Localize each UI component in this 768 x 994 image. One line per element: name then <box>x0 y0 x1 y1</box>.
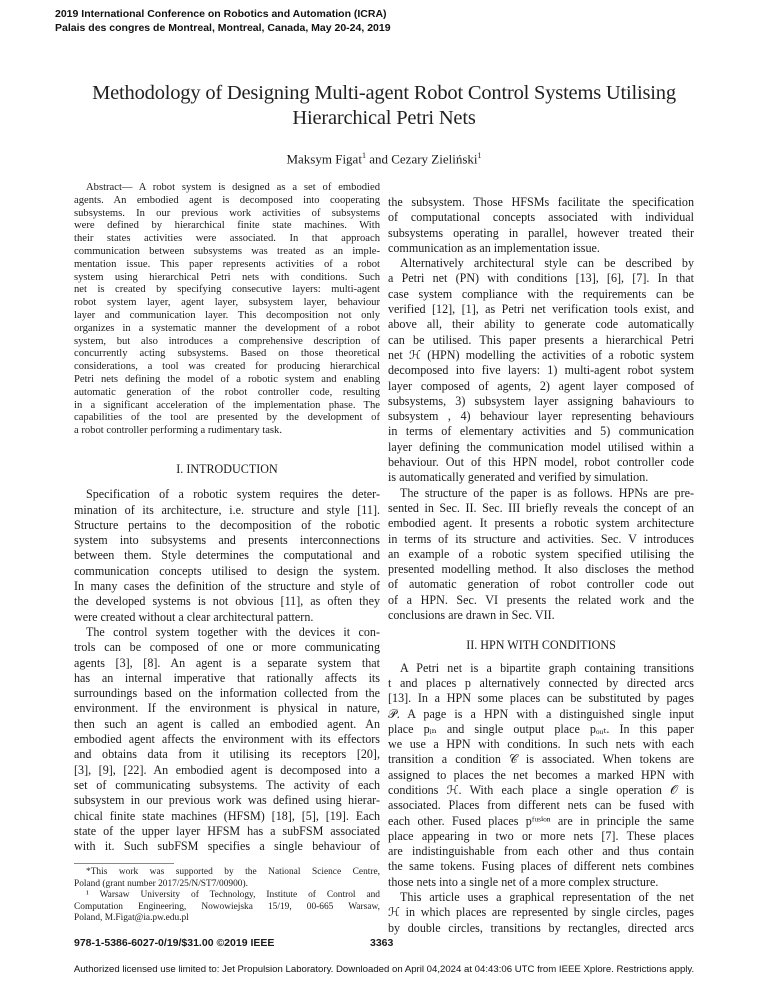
text-line: those nets into a single net of a more complex structure. <box>388 874 659 889</box>
text-line: surroundings based on the information collected from the <box>74 686 380 701</box>
section-introduction <box>74 462 380 854</box>
right-column <box>388 195 694 936</box>
text-line: between them. Style determines the computational and <box>74 548 380 563</box>
conference-header: 2019 International Conference on Robotics and Automation (ICRA) <box>55 8 387 20</box>
text-line: chical finite state machines (HFSM) [18], [5], [19]. Each <box>74 808 380 823</box>
footnotes <box>74 867 380 925</box>
license-notice: Authorized licensed use limited to: Jet Propulsion Laboratory. Downloaded on April 04,2024 at 04:43:06 UTC from IEEE Xplore. Restrictions apply. <box>73 964 695 975</box>
text-line: net ℋ (HPN) modelling the activities of a robotic system <box>388 347 694 362</box>
text-line: subsystem in our previous work was defined using hierar- <box>74 793 380 808</box>
text-line: sented in Sec. II. Sec. III briefly reveals the concept of an <box>388 500 694 515</box>
text-line: communication concepts utilised to design the system. <box>74 563 380 578</box>
text-line: were defined by hierarchical finite state machines. With <box>74 220 380 232</box>
text-line: embodied agent. It presents a robotic system architecture <box>388 516 694 531</box>
text-line: above all, their ability to generate code automatically <box>388 317 694 332</box>
author-name: Cezary Zieliński <box>391 151 478 167</box>
text-line: system using hierarchical Petri nets with conditions. Such <box>74 271 380 283</box>
text-line: place appearing in two or more nets [7]. These places <box>388 828 694 843</box>
text-line: system into subsystems and presents interconnections <box>74 533 380 548</box>
text-line: In many cases the definition of the structure and style of <box>74 579 380 594</box>
author-name: Maksym Figat <box>286 151 362 167</box>
text-line: ℋ in which places are represented by single circles, pages <box>388 905 694 920</box>
text-line: then such an agent is called an embodied agent. An <box>74 716 380 731</box>
text-line: mentation issue. This paper represents activities of a robot <box>74 258 380 270</box>
text-line: subsystems operating in parallel, however treated their <box>388 225 694 240</box>
authors <box>0 151 768 167</box>
text-line: their states activities were associated. In that approach <box>74 233 380 245</box>
text-line: considerations, a tool was created for producing hierarchical <box>74 361 380 373</box>
text-line: Computation Engineering, Nowowiejska 15/19, 00-665 Warsaw, <box>74 901 380 912</box>
footnote-divider <box>74 863 174 864</box>
text-line: mination of its architecture, i.e. structure and style [11]. <box>74 502 380 517</box>
text-line: place pᵢₙ and single output place pₒᵤₜ. In this paper <box>388 721 694 736</box>
abstract <box>74 182 380 438</box>
text-line: [13]. In a HPN some places can be substituted by pages <box>388 691 694 706</box>
text-line: an example of a robotic system specified utilising the <box>388 546 694 561</box>
text-line: associated. Places from different nets can be fused with <box>388 798 694 813</box>
text-line: [3], [9], [22]. An embodied agent is decomposed into a <box>74 762 380 777</box>
text-line: case system compliance with the requirements can be <box>388 286 694 301</box>
text-line: the subsystem. Those HFSMs facilitate the specification <box>388 195 694 209</box>
text-line: the same tokens. Fusing places of different nets combines <box>388 859 694 874</box>
text-line: communication as an implementation issue. <box>388 240 600 255</box>
text-line: in a significant acceleration of the implementation phase. The <box>74 399 380 411</box>
text-line: verified [12], [1], as Petri net verification tools exist, and <box>388 302 694 317</box>
text-line: has an internal imperative that rationally affects its <box>74 670 380 685</box>
text-line: state of the upper layer HFSM has a subFSM associated <box>74 823 380 838</box>
text-line: were created without a clear architectural pattern. <box>74 609 314 624</box>
text-line: This article uses a graphical representation of the net <box>400 890 694 905</box>
text-line: by double circles, transitions by rectangles, directed arcs <box>388 920 694 935</box>
affiliation-mark: 1 <box>361 151 366 160</box>
text-line: Specification of a robotic system requires the deter- <box>86 487 380 502</box>
text-line: the developed systems is not obvious [11], as often they <box>74 594 380 609</box>
text-line: transition a condition 𝒞 is associated. When tokens are <box>388 752 694 767</box>
text-line: layer composed of agents, 2) agent layer composed of <box>388 378 694 393</box>
text-line: Alternatively architectural style can be described by <box>400 256 694 271</box>
section-heading: II. HPN WITH CONDITIONS <box>466 638 616 653</box>
text-line: of computational concepts associated with individual <box>388 210 694 225</box>
text-line: embodied agent affects the environment with its effectors <box>74 732 380 747</box>
author-conjunction: and <box>365 151 392 167</box>
text-line: conditions ℋ. With each place a single operation 𝒪 is <box>388 782 694 797</box>
text-line: in terms of elementary activities and 5) communication <box>388 424 694 439</box>
section-heading: I. INTRODUCTION <box>176 462 278 476</box>
copyright-isbn: 978-1-5386-6027-0/19/$31.00 ©2019 IEEE <box>74 937 275 949</box>
text-line: of a HPN. Sec. VI presents the related work and the <box>388 592 694 607</box>
text-line: robot system layer, agent layer, subsystem layer, behaviour <box>74 297 380 309</box>
text-line: layer and communication layer. This decomposition not only <box>74 309 380 321</box>
text-line: subsystems, 3) subsystem layer assigning bahaviours to <box>388 393 694 408</box>
text-line: a Petri net (PN) with conditions [13], [6], [7]. In that <box>388 271 694 286</box>
text-line: a robot controller performing a rudimentary task. <box>74 425 282 437</box>
text-line: Poland, M.Figat@ia.pw.edu.pl <box>74 913 189 924</box>
text-line: Poland (grant number 2017/25/N/ST7/00900). <box>74 878 248 889</box>
text-line: t and places p alternatively connected by directed arcs <box>388 675 694 690</box>
text-line: of automatic generation of robot controller code out <box>388 577 694 592</box>
text-line: The structure of the paper is as follows. HPNs are pre- <box>400 485 694 500</box>
text-line: behaviour. Out of this HPN model, robot controller code <box>388 455 694 470</box>
text-line: can be utilised. This paper presents a hierarchical Petri <box>388 332 694 347</box>
text-line: A Petri net is a bipartite graph containing transitions <box>400 660 694 675</box>
text-line: assigned to places the net becomes a marked HPN with <box>388 767 694 782</box>
text-line: with it. Such subFSM specifies a single behaviour of <box>74 839 380 854</box>
text-line: The control system together with the devices it con- <box>86 624 380 639</box>
text-line: subsystem , 4) behaviour layer representing behaviours <box>388 409 694 424</box>
text-line: we use a HPN with conditions. In such nets with each <box>388 737 694 752</box>
text-line: agents [3], [8]. An agent is a separate system that <box>74 655 380 670</box>
text-line: decomposed into five layers: 1) multi-agent robot system <box>388 363 694 378</box>
text-line: trols can be composed of one or more communicating <box>74 640 380 655</box>
text-line: Abstract— A robot system is designed as a set of embodied <box>86 182 380 193</box>
text-line: and obtains data from it utilising its receptors [20], <box>74 747 380 762</box>
text-line: subsystems. In our previous work activities of subsystems <box>74 207 380 219</box>
text-line: conclusions are drawn in Sec. VII. <box>388 608 555 623</box>
text-line: Petri nets defining the model of a robotic system and enabling <box>74 373 380 385</box>
text-line: set of communicating subsystems. The activity of each <box>74 777 380 792</box>
text-line: presented modelling method. It also discloses the method <box>388 562 694 577</box>
text-line: organizes in a systematic manner the development of a robot <box>74 322 380 334</box>
conference-venue: Palais des congres de Montreal, Montreal, Canada, May 20-24, 2019 <box>55 22 391 34</box>
text-line: automatic generation of the robot controller code, resulting <box>74 386 380 398</box>
text-line: agents. An embodied agent is decomposed into cooperating <box>74 194 380 206</box>
text-line: are indistinguishable from each other and thus contain <box>388 844 694 859</box>
text-line: system, but also introduces a comprehensive description of <box>74 335 380 347</box>
text-line: environment. If the environment is physical in nature, <box>74 701 380 716</box>
text-line: communication between subsystems was treated as an imple- <box>74 245 380 257</box>
text-line: Structure pertains to the decomposition of the robotic <box>74 517 380 532</box>
page-number: 3363 <box>370 937 394 949</box>
paper-title-line1: Methodology of Designing Multi-agent Robot Control Systems Utilising <box>92 82 676 104</box>
text-line: capabilities of the tool are presented by the development of <box>74 412 380 424</box>
text-line: 𝒫. A page is a HPN with a distinguished single input <box>388 706 694 721</box>
text-line: each other. Fused places pᶠᵘˢⁱᵒⁿ are in principle the same <box>388 813 694 828</box>
text-line: concurrently acting subsystems. Based on those theoretical <box>74 348 380 360</box>
paper-title-line2: Hierarchical Petri Nets <box>292 107 476 129</box>
text-line: *This work was supported by the National Science Centre, <box>86 867 380 877</box>
text-line: layer defining the communication model utilised within a <box>388 439 694 454</box>
text-line: ¹ Warsaw University of Technology, Institute of Control and <box>86 890 380 901</box>
text-line: is automatically generated and verified by simulation. <box>388 470 649 485</box>
text-line: in terms of its structure and activities. Sec. V introduces <box>388 531 694 546</box>
text-line: net is created by specifying consecutive layers: multi-agent <box>74 284 380 296</box>
affiliation-mark: 1 <box>477 151 482 160</box>
